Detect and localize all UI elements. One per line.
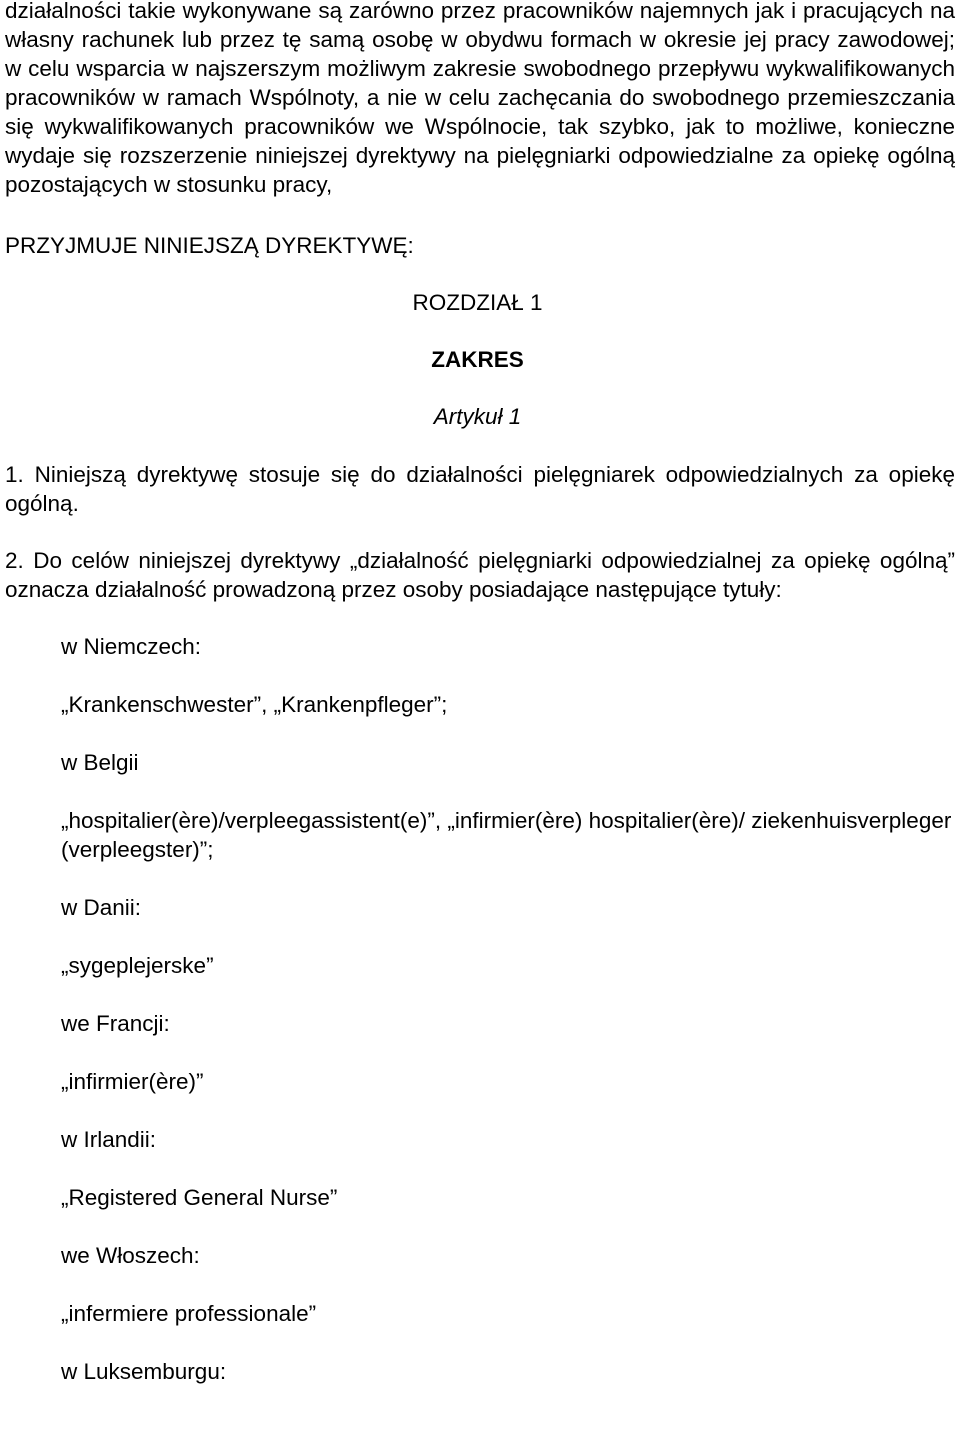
intro-paragraph: działalności takie wykonywane są zarówno przez pracowników najemnych jak i pracujących na własny rachunek lub przez tę samą osobę w obydwu formach w okresie jej pracy zawodowej; w celu wsparcia w najszerszym możliwym zakresie swobodnego przepływu wykwalifikowanych pracowników w ramach Wspólnoty, a nie w celu zachęcania do swobodnego przemieszczania się wykwalifikowanych pracowników we Wspólnocie, tak szybko, jak to możliwe, konieczne wydaje się rozszerzenie niniejszej dyrektywy na pielęgniarki odpowiedzialne za opiekę ogólną pozostających w stosunku pracy, bbox=[5, 0, 955, 197]
country-germany: w Niemczech: bbox=[61, 634, 202, 659]
country-luxembourg: w Luksemburgu: bbox=[61, 1359, 227, 1384]
title-italy: „infermiere professionale” bbox=[61, 1301, 317, 1326]
chapter-heading: ROZDZIAŁ 1 bbox=[412, 290, 543, 315]
country-italy: we Włoszech: bbox=[61, 1243, 200, 1268]
title-germany: „Krankenschwester”, „Krankenpfleger”; bbox=[61, 692, 448, 717]
point-1: 1. Niniejszą dyrektywę stosuje się do działalności pielęgniarek odpowiedzialnych za opiekę ogólną. bbox=[5, 462, 955, 516]
article-heading: Artykuł 1 bbox=[433, 404, 522, 429]
titles-list bbox=[61, 632, 955, 1386]
country-denmark: w Danii: bbox=[61, 895, 142, 920]
country-belgium: w Belgii bbox=[61, 750, 139, 775]
title-france: „infirmier(ère)” bbox=[61, 1069, 204, 1094]
adoption-line: PRZYJMUJE NINIEJSZĄ DYREKTYWĘ: bbox=[5, 233, 414, 258]
country-ireland: w Irlandii: bbox=[61, 1127, 157, 1152]
title-ireland: „Registered General Nurse” bbox=[61, 1185, 338, 1210]
title-belgium: „hospitalier(ère)/verpleegassistent(e)”, „infirmier(ère) hospitalier(ère)/ ziekenhuisverpleger (verpleegster)”; bbox=[61, 808, 952, 862]
chapter-title: ZAKRES bbox=[431, 347, 524, 372]
point-2: 2. Do celów niniejszej dyrektywy „działalność pielęgniarki odpowiedzialnej za opiekę ogólną” oznacza działalność prowadzoną przez osoby posiadające następujące tytuły: bbox=[5, 548, 955, 602]
title-denmark: „sygeplejerske” bbox=[61, 953, 214, 978]
country-france: we Francji: bbox=[61, 1011, 170, 1036]
document-page bbox=[5, 0, 955, 1386]
